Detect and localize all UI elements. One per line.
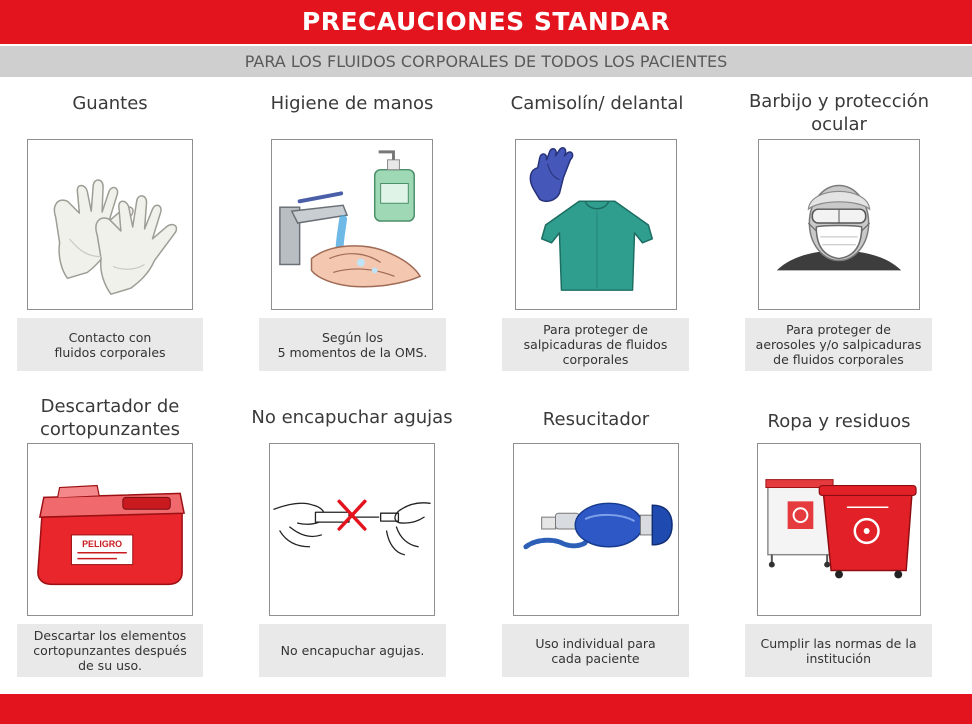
mask-icon — [759, 140, 919, 309]
card-title-no-recap: No encapuchar agujas — [251, 407, 453, 428]
card-description-sharps: Descartar los elementos cortopunzantes después de su uso. — [17, 624, 203, 677]
card-title-gown: Camisolín/ delantal — [510, 93, 684, 114]
gown-icon — [516, 140, 676, 309]
sharps-container-icon — [28, 444, 192, 615]
card-title-waste: Ropa y residuos — [767, 411, 911, 432]
card-description-waste: Cumplir las normas de la institución — [745, 624, 932, 677]
card-image-no-recap — [269, 443, 435, 616]
resuscitator-icon — [514, 444, 678, 615]
card-description-no-recap: No encapuchar agujas. — [259, 624, 446, 677]
card-description-resuscitator: Uso individual para cada paciente — [502, 624, 689, 677]
card-description-mask: Para proteger de aerosoles y/o salpicaduras de fluidos corporales — [745, 318, 932, 371]
card-title-resuscitator: Resucitador — [542, 409, 650, 430]
page-subtitle: PARA LOS FLUIDOS CORPORALES DE TODOS LOS PACIENTES — [0, 46, 972, 77]
card-image-handwashing — [271, 139, 433, 310]
card-image-waste — [757, 443, 921, 616]
card-title-handwashing: Higiene de manos — [270, 93, 434, 114]
card-description-handwashing: Según los 5 momentos de la OMS. — [259, 318, 446, 371]
card-title-gloves: Guantes — [72, 93, 148, 114]
handwashing-icon — [272, 140, 432, 309]
card-description-gloves: Contacto con fluidos corporales — [17, 318, 203, 371]
card-image-gown — [515, 139, 677, 310]
card-image-sharps — [27, 443, 193, 616]
card-image-resuscitator — [513, 443, 679, 616]
card-image-mask — [758, 139, 920, 310]
card-description-gown: Para proteger de salpicaduras de fluidos corporales — [502, 318, 689, 371]
card-image-gloves — [27, 139, 193, 310]
page-title: PRECAUCIONES STANDAR — [0, 0, 972, 44]
card-title-sharps: Descartador de cortopunzantes — [39, 396, 181, 440]
card-title-mask: Barbijo y protección ocular — [748, 91, 930, 135]
no-recap-needle-icon — [270, 444, 434, 615]
sharps-label-text: PELIGRO — [82, 538, 123, 549]
biohazard-bins-icon — [758, 444, 920, 615]
footer-band — [0, 694, 972, 724]
gloves-icon — [28, 140, 192, 309]
